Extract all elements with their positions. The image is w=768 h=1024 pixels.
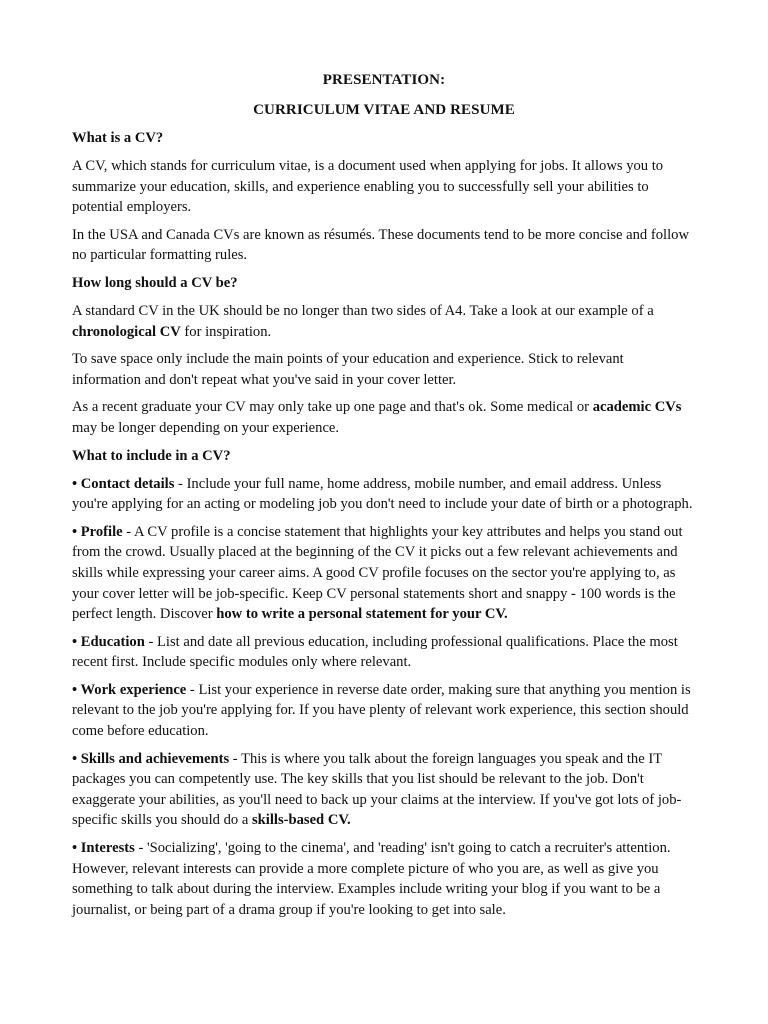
item-label: • Profile [72, 523, 123, 540]
list-item-education [72, 632, 696, 673]
text-run: for inspiration. [180, 323, 272, 340]
paragraph: A CV, which stands for curriculum vitae, is a document used when applying for jobs. It allows you to summarize your education, skills, and experience enabling you to successfully sell your abilities to potential employers. [72, 158, 664, 216]
list-item-contact-details [72, 474, 696, 515]
item-label: • Contact details [72, 475, 175, 492]
document-title: PRESENTATION: [322, 72, 446, 88]
list-item-skills-achievements [72, 749, 696, 831]
paragraph [72, 397, 696, 438]
item-text: - List your experience in reverse date order, making sure that anything you mention is relevant to the job you're applying for. If you have plenty of relevant work experience, this section should come before education. [72, 681, 691, 740]
heading-what-to-include: What to include in a CV? [72, 447, 231, 464]
list-item-profile [72, 522, 696, 625]
link-academic-cvs: academic CVs [592, 399, 682, 416]
link-chronological-cv: chronological CV [72, 323, 181, 340]
text-run: A standard CV in the UK should be no longer than two sides of A4. Take a look at our example of a [72, 302, 654, 319]
list-item-interests [72, 838, 696, 920]
item-text: - A CV profile is a concise statement that highlights your key attributes and helps you stand out from the crowd. Usually placed at the beginning of the CV it picks out a few relevant achievements and skills while expressing your career aims. A good CV profile focuses on the sector you're applying to, as your cover letter will be job-specific. Keep CV personal statements short and snappy - 100 words is the perfect length. Discover [72, 523, 683, 623]
item-text: - This is where you talk about the foreign languages you speak and the IT packages you can competently use. The key skills that you list should be relevant to the job. Don't exaggerate your abilities, as you'll need to back up your claims at the interview. If you've got lots of job-specific skills you should do a [72, 750, 682, 829]
item-text: - List and date all previous education, including professional qualifications. Place the most recent first. Include specific modules only where relevant. [72, 633, 678, 671]
item-text: - Include your full name, home address, mobile number, and email address. Unless you're applying for an acting or modeling job you don't need to include your date of birth or a photograph. [72, 475, 693, 513]
paragraph [72, 301, 696, 342]
paragraph: To save space only include the main points of your education and experience. Stick to relevant information and don't repeat what you've said in your cover letter. [72, 351, 624, 388]
list-item-work-experience [72, 680, 696, 742]
heading-what-is-cv: What is a CV? [72, 130, 164, 146]
item-label: • Education [72, 633, 145, 650]
item-text: - 'Socializing', 'going to the cinema', and 'reading' isn't going to catch a recruiter's attention. However, relevant interests can provide a more complete picture of who you are, as well as give you something to talk about during the interview. Examples include writing your blog if you want to be a journalist, or being part of a drama group if you're looking to get into sale. [72, 840, 671, 918]
item-label: • Skills and achievements [72, 750, 230, 767]
item-label: • Interests [72, 840, 135, 857]
link-personal-statement: how to write a personal statement for your CV. [216, 606, 508, 623]
document-subtitle: CURRICULUM VITAE AND RESUME [253, 102, 515, 118]
link-skills-based-cv: skills-based CV. [251, 812, 351, 829]
heading-cv-length: How long should a CV be? [72, 274, 238, 291]
item-label: • Work experience [72, 681, 187, 698]
text-run: may be longer depending on your experience. [72, 419, 340, 436]
paragraph: In the USA and Canada CVs are known as résumés. These documents tend to be more concise and follow no particular formatting rules. [72, 226, 689, 264]
text-run: As a recent graduate your CV may only take up one page and that's ok. Some medical or [72, 399, 593, 416]
